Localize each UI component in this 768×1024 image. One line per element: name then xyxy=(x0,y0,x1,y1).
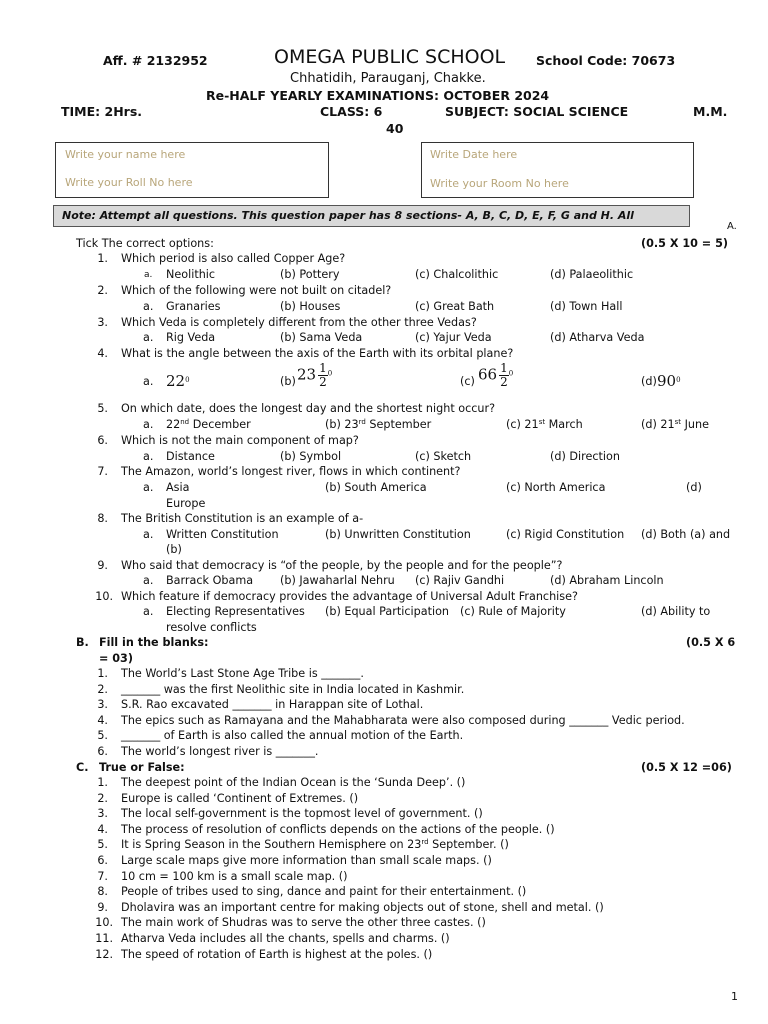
option-d[interactable]: (d) Both (a) and xyxy=(641,528,731,541)
fill-blank-item xyxy=(0,714,768,729)
question-9 xyxy=(0,559,768,574)
item-text: The epics such as Ramayana and the Mahabharata were also composed during _______ Vedic period. xyxy=(121,713,685,727)
option-marker: a. xyxy=(143,331,154,344)
option-b[interactable]: (b) Symbol xyxy=(280,450,342,463)
degree-mark: 0 xyxy=(185,376,190,384)
degree-mark: 0 xyxy=(508,369,514,378)
question-9-options xyxy=(0,574,768,589)
option-d[interactable]: (d) Ability to xyxy=(641,605,711,618)
item-text: The world’s longest river is _______. xyxy=(121,745,319,758)
option-marker: a. xyxy=(144,270,153,280)
option-c[interactable] xyxy=(478,362,513,389)
question-text: Which period is also called Copper Age? xyxy=(121,252,346,265)
option-c-label: (c) xyxy=(460,375,475,388)
true-false-item xyxy=(0,932,768,947)
option-d[interactable]: (d) Atharva Veda xyxy=(550,331,645,344)
instructions-note: Note: Attempt all questions. This question paper has 8 sections- A, B, C, D, E, F, G and H. All xyxy=(53,205,690,227)
name-field[interactable]: Write your name here xyxy=(65,148,186,161)
question-2 xyxy=(0,284,768,299)
item-number: 11. xyxy=(95,932,113,945)
question-text: Which feature if democracy provides the advantage of Universal Adult Franchise? xyxy=(121,590,578,603)
day: (b) 23 xyxy=(325,418,359,431)
angle-value: 90 xyxy=(657,372,677,390)
item-number: 4. xyxy=(97,822,108,836)
question-10-options-cont xyxy=(0,621,768,636)
section-a-letter: A. xyxy=(727,221,737,232)
option-marker: a. xyxy=(143,300,154,313)
question-number: 9. xyxy=(97,559,108,572)
option-b[interactable]: (b) Unwritten Constitution xyxy=(325,528,471,541)
max-marks-value: 40 xyxy=(386,121,404,136)
section-b-marks: (0.5 X 6 xyxy=(686,636,736,649)
question-text: Which Veda is completely different from the other three Vedas? xyxy=(121,316,477,329)
section-b-heading xyxy=(0,636,768,651)
item-text: The main work of Shudras was to serve the other three castes. () xyxy=(121,916,486,930)
question-number: 8. xyxy=(97,512,108,525)
denominator: 2 xyxy=(319,375,327,389)
question-number: 3. xyxy=(97,316,108,329)
item-number: 4. xyxy=(97,713,108,727)
item-text: Large scale maps give more information than small scale maps. () xyxy=(121,854,492,867)
denominator: 2 xyxy=(500,375,508,389)
option-d-text[interactable]: Europe xyxy=(166,497,206,510)
option-d[interactable]: (d) Abraham Lincoln xyxy=(550,574,664,587)
question-7-options xyxy=(0,481,768,496)
option-a[interactable] xyxy=(166,372,190,390)
option-a[interactable]: Written Constitution xyxy=(166,528,279,541)
item-number: 7. xyxy=(97,869,108,883)
option-marker: a. xyxy=(143,450,154,463)
question-text: The Amazon, world’s longest river, flows in which continent? xyxy=(121,465,461,478)
question-3 xyxy=(0,316,768,331)
option-c[interactable]: (c) Rigid Constitution xyxy=(506,528,625,541)
section-b-letter: B. xyxy=(76,636,89,649)
question-text: Which is not the main component of map? xyxy=(121,434,359,447)
fraction xyxy=(318,362,328,389)
question-text: Which of the following were not built on citadel? xyxy=(121,284,392,297)
option-c[interactable]: (c) Chalcolithic xyxy=(415,268,499,281)
option-marker: a. xyxy=(143,605,154,618)
option-c[interactable]: (c) Rule of Majority xyxy=(460,605,566,618)
affiliation-number: Aff. # 2132952 xyxy=(103,53,208,68)
option-marker: a. xyxy=(143,418,154,431)
item-number: 6. xyxy=(97,745,108,758)
option-b[interactable]: (b) Pottery xyxy=(280,268,340,281)
option-marker: a. xyxy=(143,528,154,541)
section-a-heading xyxy=(0,237,768,252)
option-marker: a. xyxy=(143,574,154,587)
item-text: The speed of rotation of Earth is highest at the poles. () xyxy=(121,947,433,961)
question-text: Who said that democracy is “of the people, by the people and for the people”? xyxy=(121,559,563,572)
option-d-text[interactable]: resolve conflicts xyxy=(166,621,257,634)
true-false-item xyxy=(0,885,768,900)
option-b[interactable]: (b) Sama Veda xyxy=(280,331,363,344)
option-a[interactable] xyxy=(166,418,251,431)
option-b[interactable] xyxy=(297,362,332,389)
item-text: The deepest point of the Indian Ocean is the ‘Sunda Deep’. () xyxy=(121,776,466,789)
item-number: 1. xyxy=(97,667,108,680)
true-false-item xyxy=(0,854,768,869)
item-text xyxy=(121,838,509,851)
question-2-options xyxy=(0,300,768,315)
option-d-text[interactable]: (b) xyxy=(166,543,182,556)
true-false-item xyxy=(0,838,768,853)
option-a[interactable]: Rig Veda xyxy=(166,331,216,344)
school-name: OMEGA PUBLIC SCHOOL xyxy=(274,46,506,68)
question-6 xyxy=(0,434,768,449)
school-address: Chhatidih, Parauganj, Chakke. xyxy=(290,71,486,86)
item-text: 10 cm = 100 km is a small scale map. () xyxy=(121,869,348,883)
item-text: The World’s Last Stone Age Tribe is _______. xyxy=(121,667,364,680)
item-text-rest: September. () xyxy=(428,838,509,852)
day: (d) 21 xyxy=(641,418,675,431)
exam-subject: SUBJECT: SOCIAL SCIENCE xyxy=(445,104,629,119)
section-c-heading xyxy=(0,761,768,776)
ordinal-suffix: st xyxy=(538,418,546,426)
section-a-marks: (0.5 X 10 = 5) xyxy=(641,237,728,250)
item-number: 12. xyxy=(95,947,113,961)
item-number: 3. xyxy=(97,807,108,821)
option-a[interactable]: Granaries xyxy=(166,300,221,313)
question-8-options-cont xyxy=(0,543,768,558)
true-false-item xyxy=(0,948,768,963)
option-d[interactable]: (d) Direction xyxy=(550,450,620,463)
item-number: 5. xyxy=(97,729,108,743)
section-b-marks-cont xyxy=(0,652,768,667)
question-8 xyxy=(0,512,768,527)
item-text: Dholavira was an important centre for making objects out of stone, shell and metal. () xyxy=(121,900,604,914)
angle-whole: 23 xyxy=(297,365,317,384)
option-b[interactable]: (b) South America xyxy=(325,481,427,494)
fill-blank-item xyxy=(0,729,768,744)
numerator: 1 xyxy=(500,361,508,375)
ordinal-suffix: nd xyxy=(180,418,190,426)
option-c[interactable]: (c) Sketch xyxy=(415,450,472,463)
option-a[interactable]: Asia xyxy=(166,481,190,494)
question-number: 10. xyxy=(95,590,113,603)
item-number: 5. xyxy=(97,838,108,852)
option-b[interactable]: (b) Equal Participation xyxy=(325,605,450,618)
question-text: On which date, does the longest day and the shortest night occur? xyxy=(121,402,496,415)
true-false-item xyxy=(0,901,768,916)
day: 22 xyxy=(166,418,181,431)
option-c[interactable]: (c) Great Bath xyxy=(415,300,495,313)
option-a[interactable]: Distance xyxy=(166,450,215,463)
option-d[interactable] xyxy=(657,372,681,390)
true-false-item xyxy=(0,792,768,807)
roll-number-field[interactable]: Write your Roll No here xyxy=(65,176,193,189)
ordinal-suffix: rd xyxy=(358,418,366,426)
fill-blank-item xyxy=(0,667,768,682)
true-false-item xyxy=(0,807,768,822)
option-d[interactable]: (d) Town Hall xyxy=(550,300,623,313)
ordinal-suffix: st xyxy=(674,418,682,426)
option-c[interactable]: (c) Rajiv Gandhi xyxy=(415,574,505,587)
numerator: 1 xyxy=(319,361,327,375)
item-number: 1. xyxy=(97,776,108,789)
exam-time: TIME: 2Hrs. xyxy=(61,104,143,119)
month: June xyxy=(681,418,709,431)
question-8-options xyxy=(0,528,768,543)
question-number: 5. xyxy=(97,402,108,415)
item-text: The process of resolution of conflicts depends on the actions of the people. () xyxy=(121,822,555,836)
option-b[interactable] xyxy=(325,418,431,431)
month: December xyxy=(189,418,251,431)
date-field[interactable]: Write Date here xyxy=(430,148,518,161)
section-a-title: Tick The correct options: xyxy=(76,237,214,250)
exam-class: CLASS: 6 xyxy=(320,104,383,119)
degree-mark: 0 xyxy=(327,369,333,378)
option-d-label: (d) xyxy=(641,375,657,388)
option-c[interactable]: (c) Yajur Veda xyxy=(415,331,492,344)
question-3-options xyxy=(0,331,768,346)
item-text: People of tribes used to sing, dance and paint for their entertainment. () xyxy=(121,885,527,899)
option-marker: a. xyxy=(143,375,154,388)
option-marker: a. xyxy=(143,481,154,494)
option-a[interactable]: Neolithic xyxy=(166,268,216,281)
item-number: 6. xyxy=(97,854,108,867)
option-c[interactable] xyxy=(506,418,583,431)
question-1-options xyxy=(0,268,768,283)
item-number: 10. xyxy=(95,916,113,930)
question-number: 2. xyxy=(97,284,108,297)
question-number: 4. xyxy=(97,347,108,360)
option-b[interactable]: (b) Houses xyxy=(280,300,341,313)
question-10 xyxy=(0,590,768,605)
student-info-box xyxy=(55,142,329,198)
option-d[interactable] xyxy=(641,418,709,431)
option-a[interactable]: Barrack Obama xyxy=(166,574,254,587)
item-text-lead: It is Spring Season in the Southern Hemisphere on 23 xyxy=(121,838,422,852)
true-false-item xyxy=(0,776,768,791)
exam-title: Re-HALF YEARLY EXAMINATIONS: OCTOBER 2024 xyxy=(206,88,550,103)
item-text: _______ of Earth is also called the annual motion of the Earth. xyxy=(121,729,464,743)
fill-blank-item xyxy=(0,745,768,760)
item-number: 2. xyxy=(97,682,108,696)
exam-info-box xyxy=(421,142,694,198)
true-false-item xyxy=(0,870,768,885)
section-c-letter: C. xyxy=(76,761,89,774)
month: March xyxy=(545,418,583,431)
item-text: S.R. Rao excavated _______ in Harappan site of Lothal. xyxy=(121,698,424,712)
question-6-options xyxy=(0,450,768,465)
question-5 xyxy=(0,402,768,417)
item-text: Europe is called ‘Continent of Extremes. () xyxy=(121,791,359,805)
ordinal-suffix: rd xyxy=(421,838,429,847)
option-d[interactable]: (d) Palaeolithic xyxy=(550,268,634,281)
section-c-title: True or False: xyxy=(99,761,185,774)
page-number: 1 xyxy=(731,990,738,1003)
true-false-item xyxy=(0,823,768,838)
angle-whole: 66 xyxy=(478,365,498,384)
item-number: 9. xyxy=(97,900,108,914)
item-text: _______ was the first Neolithic site in India located in Kashmir. xyxy=(121,682,465,696)
question-7 xyxy=(0,465,768,480)
item-number: 3. xyxy=(97,698,108,712)
room-number-field[interactable]: Write your Room No here xyxy=(430,177,569,190)
item-number: 2. xyxy=(97,791,108,805)
item-text: Atharva Veda includes all the chants, spells and charms. () xyxy=(121,932,450,945)
question-text: What is the angle between the axis of the Earth with its orbital plane? xyxy=(121,347,514,360)
question-1 xyxy=(0,252,768,267)
question-number: 6. xyxy=(97,434,108,447)
option-c[interactable]: (c) North America xyxy=(506,481,606,494)
school-code: School Code: 70673 xyxy=(536,53,676,68)
option-b[interactable]: (b) Jawaharlal Nehru xyxy=(280,574,395,587)
fill-blank-item xyxy=(0,683,768,698)
degree-mark: 0 xyxy=(676,376,681,384)
option-b-label: (b) xyxy=(280,375,296,388)
section-b-title: Fill in the blanks: xyxy=(99,636,209,649)
item-number: 8. xyxy=(97,885,108,899)
question-10-options xyxy=(0,605,768,620)
question-number: 1. xyxy=(97,252,108,265)
item-text: The local self-government is the topmost level of government. () xyxy=(121,807,483,821)
day: (c) 21 xyxy=(506,418,539,431)
question-7-options-cont xyxy=(0,497,768,512)
fill-blank-item xyxy=(0,698,768,713)
true-false-item xyxy=(0,916,768,931)
section-c-marks: (0.5 X 12 =06) xyxy=(641,761,732,774)
question-4 xyxy=(0,347,768,362)
option-a[interactable]: Electing Representatives xyxy=(166,605,305,618)
question-number: 7. xyxy=(97,465,108,478)
section-b-marks-total: = 03) xyxy=(99,652,133,665)
option-d[interactable]: (d) xyxy=(686,481,702,494)
month: September xyxy=(365,418,432,431)
fraction xyxy=(499,362,509,389)
max-marks-label: M.M. xyxy=(693,104,728,119)
question-text: The British Constitution is an example of a- xyxy=(121,512,364,525)
angle-value: 22 xyxy=(166,372,186,390)
question-5-options xyxy=(0,418,768,433)
